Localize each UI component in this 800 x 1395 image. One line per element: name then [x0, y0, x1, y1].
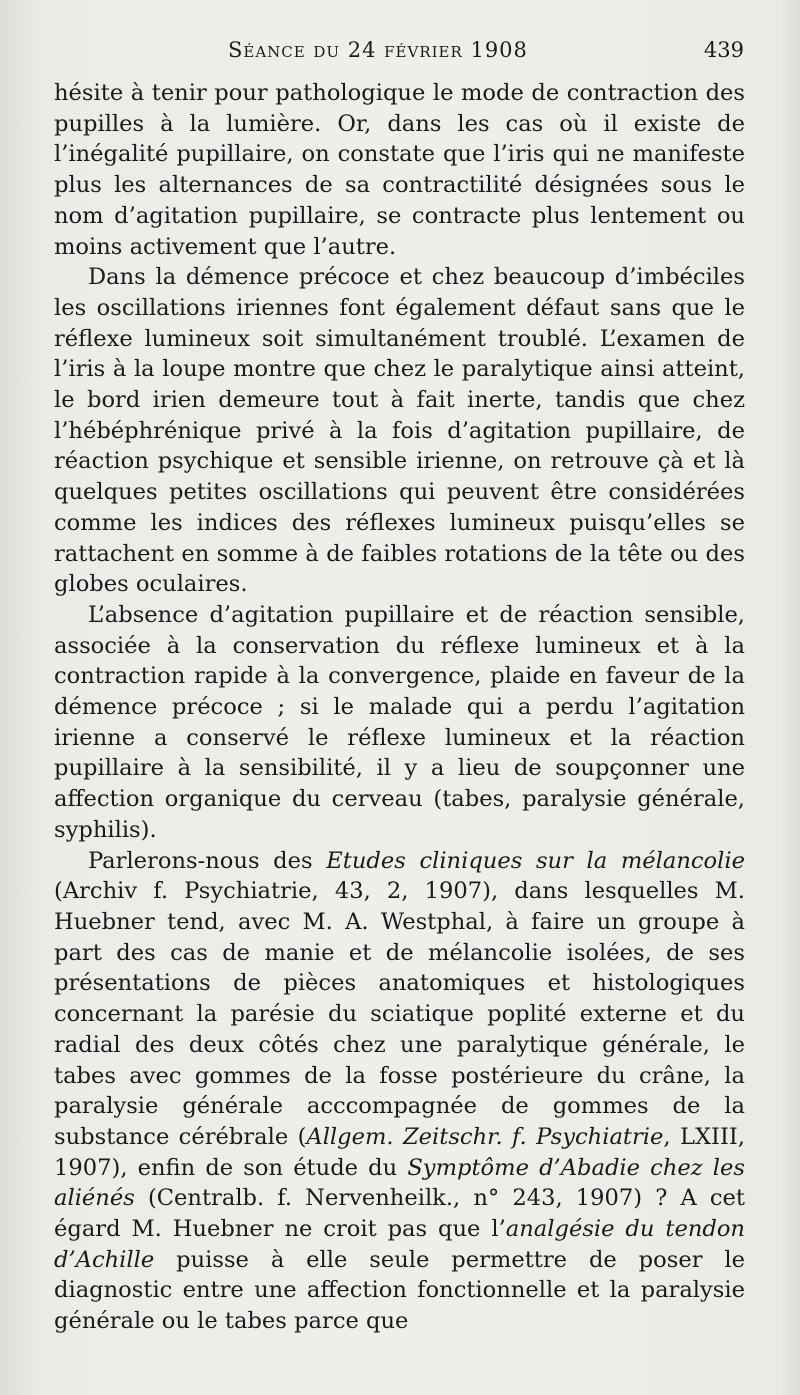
paragraph-p2 [54, 262, 745, 600]
text-run: Dans la démence précoce et chez beaucoup d’imbéciles les oscillations iriennes font également défaut sans que le réflexe lumineux soit simultanément troublé. L’examen de l’iris à la loupe montre que chez le paralytique ainsi atteint, le bord irien demeure tout à fait inerte, tandis que chez l’hébéphrénique privé à la fois d’agitation pupillaire, de réaction psychique et sensible irienne, on retrouve çà et là quelques petites oscillations qui peuvent être considérées comme les indices des réflexes lumineux puisqu’elles se rattachent en somme à de faibles rotations de la tête ou des globes oculaires. [54, 264, 745, 598]
italic-title: Etudes cliniques sur la mélancolie [326, 847, 745, 874]
text-run: L’absence d’agitation pupillaire et de réaction sensible, associée à la conservation du réflexe lumineux et à la contraction rapide à la convergence, plaide en faveur de la démence précoce ; si le malade qui a perdu l’agitation irienne a conservé le réflexe lumineux et la réaction pupillaire à la sensibilité, il y a lieu de soupçonner une affection organique du cerveau (tabes, paralysie générale, syphilis). [54, 601, 745, 843]
italic-title: analgésie du tendon d’Achille [54, 1216, 745, 1273]
running-head: Séance du 24 février 1908 [228, 38, 528, 62]
text-run: hésite à tenir pour pathologique le mode de contraction des pupilles à la lumière. Or, dans les cas où il existe de l’inégalité pupillaire, on constate que l’iris qui ne manifeste plus les alternances de sa contractilité désignées sous le nom d’agitation pupillaire, se contracte plus lentement ou moins activement que l’autre. [54, 80, 745, 260]
page-number: 439 [703, 38, 744, 62]
paragraph-p3 [54, 600, 745, 846]
page-header [0, 36, 800, 76]
body-text [54, 78, 745, 1337]
text-run: puisse à elle seule permettre de poser le diagnostic entre une affection fonctionnelle et la paralysie générale ou le tabes parce que [54, 1246, 745, 1335]
text-run: Parlerons-nous des [88, 847, 327, 874]
text-run: (Archiv f. Psychiatrie, 43, 2, 1907), dans lesquelles M. Huebner tend, avec M. A. Westphal, à faire un groupe à part des cas de manie et de mélancolie isolées, de ses présentations de pièces anatomiques et histologiques concernant la parésie du sciatique poplité externe et du radial des deux côtés chez une paralytique générale, le tabes avec gommes de la fosse postérieure du crâne, la paralysie générale acccompagnée de gommes de la substance cérébrale ( [54, 878, 745, 1150]
paragraph-p4 [54, 846, 745, 1337]
italic-title: Allgem. Zeitschr. f. Psychiatrie [306, 1123, 664, 1150]
italic-title: Symptôme d’Abadie chez les aliénés [54, 1154, 745, 1212]
text-run: , LXIII, 1907), enfin de son étude du [54, 1123, 745, 1181]
text-run: (Centralb. f. Nervenheilk., n° 243, 1907) ? A cet égard M. Huebner ne croit pas que l’ [54, 1185, 745, 1243]
paragraph-p1 [54, 78, 745, 262]
